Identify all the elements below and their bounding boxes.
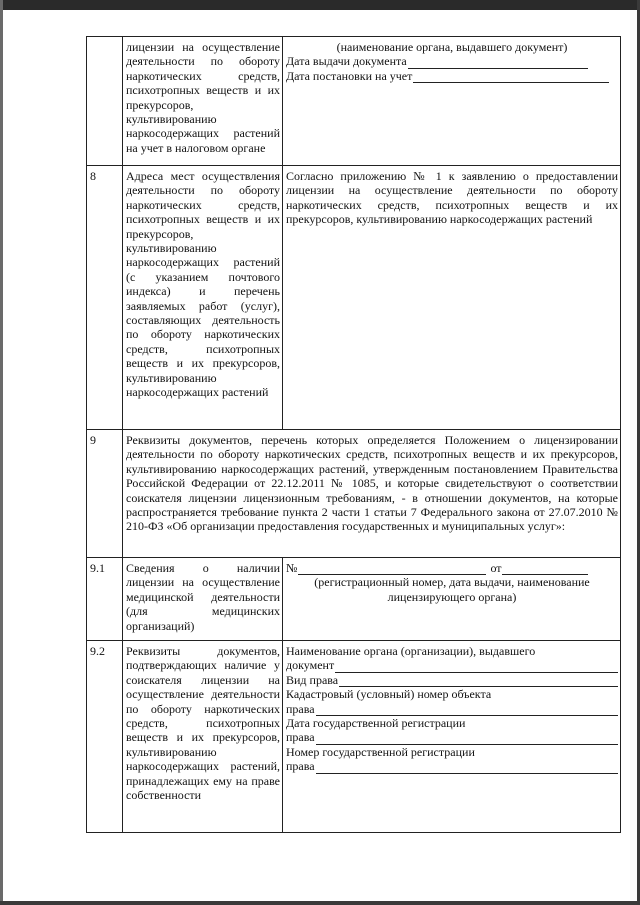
row-label: Адреса мест осуществления деятельности по обороту наркотических средств, психотропных веществ и их прекурсоров, культивированию наркосодержащих растений (с указанием почтового индекса) и перечень заявляемых работ (услуг), составляющих деятельность по обороту наркотических средств, психотропных веществ и их прекурсоров, культивированию наркосодержащих растений (123, 166, 283, 430)
registration-date-line (413, 70, 609, 83)
row-value (283, 558, 621, 641)
cadastral-field[interactable] (286, 702, 618, 716)
license-number-line (298, 562, 486, 575)
row-9-2 (87, 641, 621, 833)
row-number: 9.1 (87, 558, 123, 641)
registration-number-label-cont: права (286, 759, 315, 774)
row-8 (87, 166, 621, 430)
row-value (283, 37, 621, 166)
issue-date-label: Дата выдачи документа (286, 54, 407, 69)
license-caption: (регистрационный номер, дата выдачи, наименование лицензирующего органа) (314, 575, 590, 604)
issuing-authority-caption: (наименование органа, выдавшего документ) (336, 40, 568, 54)
issuing-org-field[interactable] (286, 658, 618, 672)
cadastral-label: Кадастровый (условный) номер объекта (286, 687, 492, 702)
application-form-table (86, 36, 621, 833)
row-value (283, 641, 621, 833)
row-tax-registration (87, 37, 621, 166)
from-label: от (490, 561, 502, 575)
cadastral-label-cont: права (286, 701, 315, 716)
registration-date-field[interactable] (286, 730, 618, 744)
registration-date-line (316, 732, 618, 745)
scan-edge-top (0, 0, 640, 10)
row-number: 8 (87, 166, 123, 430)
license-number-field[interactable] (286, 561, 618, 575)
registration-date-field[interactable] (286, 69, 618, 83)
row-label: Сведения о наличии лицензии на осуществление медицинской деятельности (для медицинских организаций) (123, 558, 283, 641)
number-sign: № (286, 561, 298, 575)
row-value: Согласно приложению № 1 к заявлению о предоставлении лицензии на осуществление деятельности по обороту наркотических средств, психотропных веществ и их прекурсоров, культивированию наркосодержащих растений (283, 166, 621, 430)
license-date-line (502, 562, 588, 575)
row-number: 9 (87, 430, 123, 558)
scan-edge-left (0, 0, 3, 905)
right-type-label: Вид права (286, 672, 339, 687)
issue-date-line (408, 56, 588, 69)
cadastral-line (316, 703, 618, 716)
row-9 (87, 430, 621, 558)
right-type-field[interactable] (286, 673, 618, 687)
row-number-cell (87, 37, 123, 166)
row-9-1 (87, 558, 621, 641)
right-type-line (339, 674, 618, 687)
row-text: Реквизиты документов, перечень которых определяется Положением о лицензировании деятельности по обороту наркотических средств, психотропных веществ и их прекурсоров, культивированию наркосодержащих растений, утвержденным постановлением Правительства Российской Федерации от 22.12.2011 № 1085, и которые свидетельствуют о соответствии соискателя лицензии лицензионным требованиям, - в отношении документов, на которые распространяется требование пункта 2 части 1 статьи 7 Федерального закона от 27.07.2010 № 210-ФЗ «Об организации предоставления государственных и муниципальных услуг»: (123, 430, 621, 558)
issuing-org-line (335, 660, 618, 673)
row-number: 9.2 (87, 641, 123, 833)
registration-date-label-cont: права (286, 730, 315, 745)
registration-number-field[interactable] (286, 759, 618, 773)
registration-number-label: Номер государственной регистрации (286, 744, 475, 759)
issue-date-field[interactable] (286, 54, 618, 68)
issuing-org-label-cont: документ (286, 658, 335, 673)
issuing-org-label: Наименование органа (организации), выдавшего (286, 644, 536, 658)
registration-date-label: Дата государственной регистрации (286, 716, 466, 731)
row-label: Реквизиты документов, подтверждающих наличие у соискателя лицензии на осуществление деятельности по обороту наркотических средств, психотропных веществ и их прекурсоров, культивированию наркосодержащих растений, принадлежащих ему на праве собственности (123, 641, 283, 833)
row-label: лицензии на осуществление деятельности по обороту наркотических средств, психотропных веществ и их прекурсоров, культивированию наркосодержащих растений на учет в налоговом органе (123, 37, 283, 166)
registration-date-label: Дата постановки на учет (286, 68, 413, 83)
registration-number-line (316, 761, 618, 774)
scan-edge-bottom (0, 901, 640, 905)
